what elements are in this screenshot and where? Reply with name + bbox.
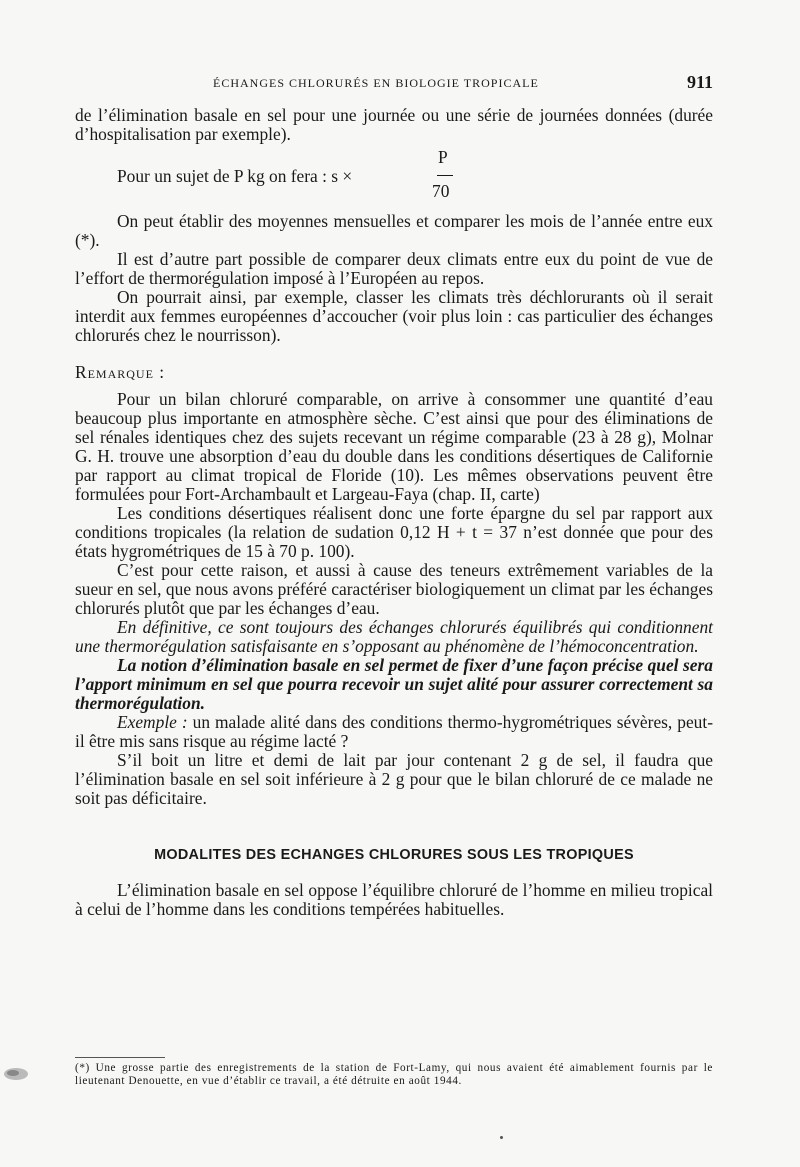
formula xyxy=(75,148,713,204)
paragraph: Pour un bilan chloruré comparable, on arrive à consommer une quantité d’eau beaucoup plus importante en atmosphère sèche. C’est ainsi que pour des éliminations de sel rénales identiques chez des sujets recevant un régime comparable (23 à 28 g), Molnar G. H. trouve une absorption d’eau du double dans les conditions désertiques de Californie par rapport au climat tropical de Floride (10). Les mêmes observations peuvent être formulées pour Fort-Archambault et Largeau-Faya (chap. II, carte) xyxy=(75,389,713,504)
formula-numerator: P xyxy=(438,147,448,167)
paragraph-italic xyxy=(75,656,713,713)
paragraph: Il est d’autre part possible de comparer deux climats entre eux du point de vue de l’effort de thermorégulation imposé à l’Européen au repos. xyxy=(75,249,713,288)
body-text xyxy=(75,106,713,919)
section-heading: MODALITES DES ECHANGES CHLORURES SOUS LES TROPIQUES xyxy=(154,847,634,863)
paragraph: On peut établir des moyennes mensuelles et comparer les mois de l’année entre eux (*). xyxy=(75,211,713,250)
paragraph: L’élimination basale en sel oppose l’équilibre chloruré de l’homme en milieu tropical à celui de l’homme dans les conditions tempérées habituelles. xyxy=(75,880,713,919)
running-title: ÉCHANGES CHLORURÉS EN BIOLOGIE TROPICALE xyxy=(213,76,539,90)
page-number: 911 xyxy=(686,72,713,92)
paragraph: de l’élimination basale en sel pour une journée ou une série de journées données (durée d’hospitalisation par exemple). xyxy=(75,105,713,144)
paragraph: On pourrait ainsi, par exemple, classer les climats très déchlorurants où il serait interdit aux femmes européennes d’accoucher (voir plus loin : cas particulier des échanges chlorurés chez le nourrisson). xyxy=(75,287,713,345)
example-lead: Exemple : xyxy=(117,712,188,732)
fraction-bar xyxy=(437,175,453,176)
remark-label: Remarque : xyxy=(75,362,166,382)
formula-label: Pour un sujet de P kg on fera : s × xyxy=(117,166,353,186)
page-content xyxy=(75,0,713,1167)
formula-denominator: 70 xyxy=(432,181,450,201)
footnote: (*) Une grosse partie des enregistrements de la station de Fort-Lamy, qui nous avaient été aimablement fournis par le lieutenant Denouette, en vue d’établir ce travail, a été détruite en août 1944. xyxy=(75,1062,713,1087)
paragraph: C’est pour cette raison, et aussi à cause des teneurs extrêmement variables de la sueur en sel, que nous avons préféré caractériser biologiquement un climat par les échanges chlorurés plutôt que par les échanges d’eau. xyxy=(75,560,713,618)
example-text: un malade alité dans des conditions thermo-hygrométriques sévères, peut-il être mis sans risque au régime lacté ? xyxy=(75,712,713,751)
paragraph xyxy=(75,713,713,751)
ink-speck xyxy=(500,1136,503,1139)
ink-smudge-icon xyxy=(2,1066,30,1082)
paragraph: Les conditions désertiques réalisent donc une forte épargne du sel par rapport aux conditions tropicales (la relation de sudation 0,12 H + t = 37 n’est donnée que pour des états hygrométriques de 15 à 70 p. 100). xyxy=(75,503,713,561)
paragraph: S’il boit un litre et demi de lait par jour contenant 2 g de sel, il faudra que l’élimination basale en sel soit inférieure à 2 g pour que le bilan chloruré de ce malade ne soit pas déficitaire. xyxy=(75,750,713,808)
emphasis: La notion d’élimination basale en sel permet de fixer d’une façon précise quel sera l’apport minimum en sel que pourra recevoir un sujet alité pour assurer correctement sa thermorégulation. xyxy=(75,655,713,713)
footnote-rule xyxy=(75,1057,165,1058)
paragraph-italic: En définitive, ce sont toujours des échanges chlorurés équilibrés qui conditionnent une thermorégulation satisfaisante en s’opposant au phénomène de l’hémoconcentration. xyxy=(75,617,713,656)
